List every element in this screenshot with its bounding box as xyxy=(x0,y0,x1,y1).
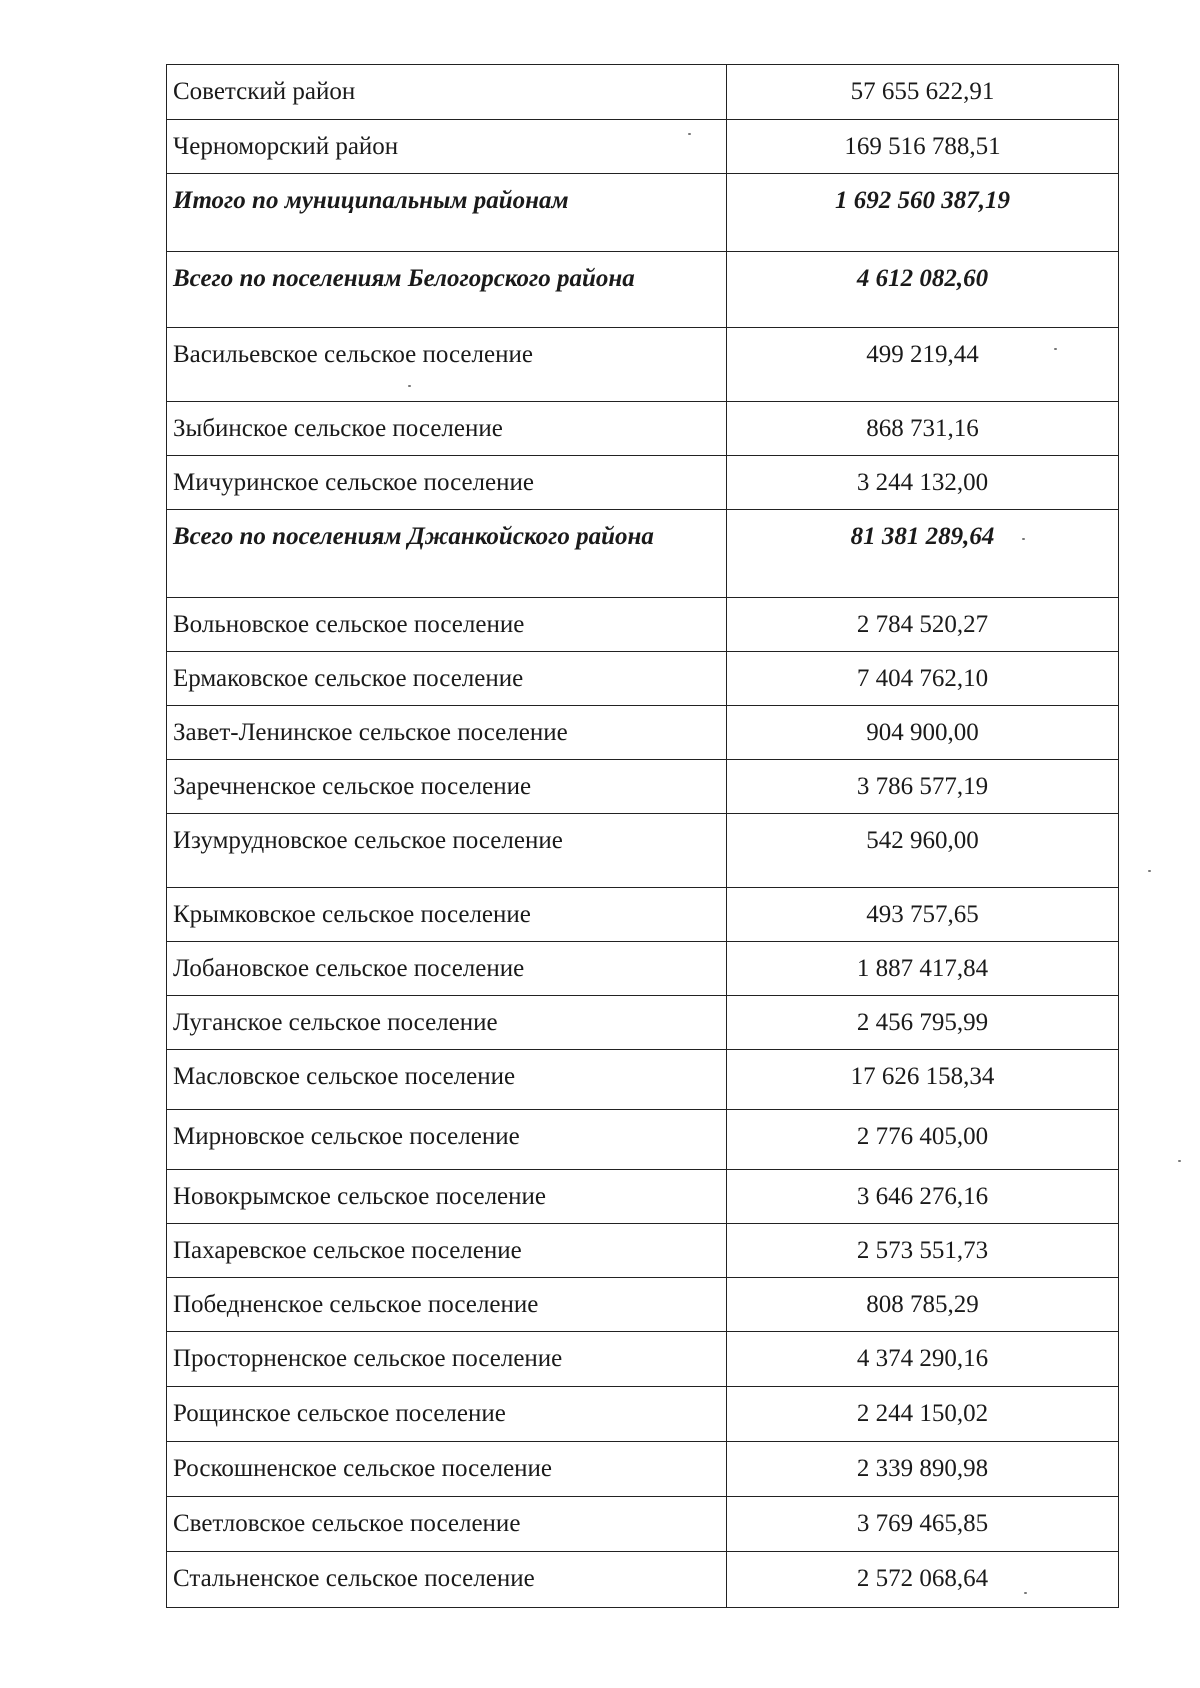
scan-speck xyxy=(688,133,691,135)
amount-cell: 169 516 788,51 xyxy=(727,120,1119,174)
table-row xyxy=(167,1442,1119,1497)
amount-cell: 493 757,65 xyxy=(727,888,1119,942)
amount-cell: 81 381 289,64 xyxy=(727,510,1119,598)
total-row xyxy=(167,510,1119,598)
amount-cell: 3 786 577,19 xyxy=(727,760,1119,814)
table-row xyxy=(167,1497,1119,1552)
amount-cell: 2 339 890,98 xyxy=(727,1442,1119,1497)
amount-cell: 1 887 417,84 xyxy=(727,942,1119,996)
table-row xyxy=(167,1387,1119,1442)
amount-cell: 2 776 405,00 xyxy=(727,1110,1119,1170)
settlement-name-cell: Всего по поселениям Белогорского района xyxy=(167,252,727,328)
table-row xyxy=(167,1050,1119,1110)
settlement-name-cell: Роскошненское сельское поселение xyxy=(167,1442,727,1497)
table-row xyxy=(167,1278,1119,1332)
amount-cell: 2 784 520,27 xyxy=(727,598,1119,652)
settlement-name-cell: Васильевское сельское поселение xyxy=(167,328,727,402)
amount-cell: 57 655 622,91 xyxy=(727,65,1119,120)
scan-speck xyxy=(1024,1592,1027,1594)
amount-cell: 2 244 150,02 xyxy=(727,1387,1119,1442)
table-row xyxy=(167,402,1119,456)
budget-table xyxy=(166,64,1119,1608)
scan-speck xyxy=(1054,348,1057,350)
table-row xyxy=(167,1552,1119,1608)
table-row xyxy=(167,456,1119,510)
amount-cell: 3 646 276,16 xyxy=(727,1170,1119,1224)
table-row xyxy=(167,598,1119,652)
amount-cell: 3 769 465,85 xyxy=(727,1497,1119,1552)
table-row xyxy=(167,1170,1119,1224)
table-row xyxy=(167,706,1119,760)
table-row xyxy=(167,888,1119,942)
settlement-name-cell: Луганское сельское поселение xyxy=(167,996,727,1050)
settlement-name-cell: Ермаковское сельское поселение xyxy=(167,652,727,706)
table-row xyxy=(167,328,1119,402)
table-row xyxy=(167,120,1119,174)
settlement-name-cell: Стальненское сельское поселение xyxy=(167,1552,727,1608)
settlement-name-cell: Зыбинское сельское поселение xyxy=(167,402,727,456)
settlement-name-cell: Масловское сельское поселение xyxy=(167,1050,727,1110)
scan-speck xyxy=(1022,538,1025,540)
amount-cell: 17 626 158,34 xyxy=(727,1050,1119,1110)
settlement-name-cell: Лобановское сельское поселение xyxy=(167,942,727,996)
table-row xyxy=(167,760,1119,814)
settlement-name-cell: Заречненское сельское поселение xyxy=(167,760,727,814)
table-body xyxy=(167,65,1119,1608)
settlement-name-cell: Итого по муниципальным районам xyxy=(167,174,727,252)
settlement-name-cell: Новокрымское сельское поселение xyxy=(167,1170,727,1224)
amount-cell: 808 785,29 xyxy=(727,1278,1119,1332)
amount-cell: 4 374 290,16 xyxy=(727,1332,1119,1387)
settlement-name-cell: Светловское сельское поселение xyxy=(167,1497,727,1552)
settlement-name-cell: Советский район xyxy=(167,65,727,120)
settlement-name-cell: Победненское сельское поселение xyxy=(167,1278,727,1332)
total-row xyxy=(167,252,1119,328)
table-row xyxy=(167,996,1119,1050)
amount-cell: 1 692 560 387,19 xyxy=(727,174,1119,252)
amount-cell: 2 573 551,73 xyxy=(727,1224,1119,1278)
settlement-name-cell: Черноморский район xyxy=(167,120,727,174)
amount-cell: 499 219,44 xyxy=(727,328,1119,402)
amount-cell: 2 456 795,99 xyxy=(727,996,1119,1050)
table-row xyxy=(167,814,1119,888)
settlement-name-cell: Завет-Ленинское сельское поселение xyxy=(167,706,727,760)
table-row xyxy=(167,1224,1119,1278)
settlement-name-cell: Изумрудновское сельское поселение xyxy=(167,814,727,888)
amount-cell: 7 404 762,10 xyxy=(727,652,1119,706)
table-row xyxy=(167,1110,1119,1170)
scan-speck xyxy=(1178,1160,1181,1162)
amount-cell: 2 572 068,64 xyxy=(727,1552,1119,1608)
amount-cell: 904 900,00 xyxy=(727,706,1119,760)
settlement-name-cell: Всего по поселениям Джанкойского района xyxy=(167,510,727,598)
amount-cell: 542 960,00 xyxy=(727,814,1119,888)
table-row xyxy=(167,942,1119,996)
table-row xyxy=(167,1332,1119,1387)
settlement-name-cell: Рощинское сельское поселение xyxy=(167,1387,727,1442)
amount-cell: 868 731,16 xyxy=(727,402,1119,456)
settlement-name-cell: Мичуринское сельское поселение xyxy=(167,456,727,510)
scan-speck xyxy=(1148,870,1151,872)
amount-cell: 4 612 082,60 xyxy=(727,252,1119,328)
scan-speck xyxy=(408,385,411,387)
amount-cell: 3 244 132,00 xyxy=(727,456,1119,510)
settlement-name-cell: Вольновское сельское поселение xyxy=(167,598,727,652)
total-row xyxy=(167,174,1119,252)
settlement-name-cell: Пахаревское сельское поселение xyxy=(167,1224,727,1278)
table-row xyxy=(167,65,1119,120)
settlement-name-cell: Мирновское сельское поселение xyxy=(167,1110,727,1170)
settlement-name-cell: Крымковское сельское поселение xyxy=(167,888,727,942)
table-row xyxy=(167,652,1119,706)
settlement-name-cell: Просторненское сельское поселение xyxy=(167,1332,727,1387)
